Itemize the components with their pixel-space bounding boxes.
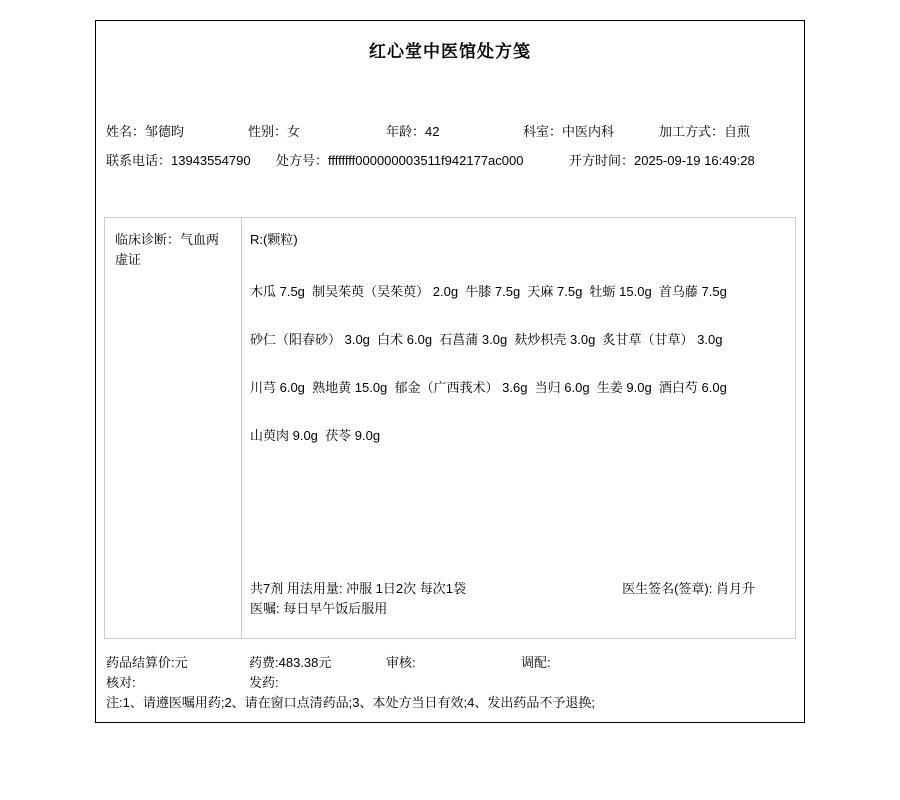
doctor-advice-label: 医嘱:: [250, 601, 284, 616]
herb-list: [250, 266, 787, 458]
doctor-advice-value: 每日早午饭后服用: [283, 601, 388, 616]
prescription-number-value: ffffffff000000003511f942177ac000: [328, 152, 524, 168]
patient-info-row-2: [106, 148, 794, 170]
patient-name: [106, 121, 248, 140]
settlement-price-label: 药品结算价:: [106, 654, 175, 670]
prescription-body-box: [104, 217, 796, 639]
footer-row-1: [106, 651, 794, 671]
prescription-number: [276, 150, 569, 169]
patient-gender-value: 女: [287, 123, 301, 139]
department-value: 中医内科: [562, 123, 615, 139]
herb-line: 木瓜 7.5g 制吴茱萸（吴茱萸） 2.0g 牛膝 7.5g 天麻 7.5g 牡蛎 15.0g 首乌藤 7.5g: [250, 283, 727, 299]
settlement-price: [106, 652, 249, 671]
prescription-number-label: 处方号：: [276, 152, 329, 168]
department: [523, 121, 659, 140]
contact-phone: [106, 150, 276, 169]
rx-content: [242, 218, 795, 638]
prescription-sheet: [95, 20, 805, 723]
medicine-fee-value: 483.38元: [278, 654, 332, 670]
processing-method-value: 自煎: [724, 123, 751, 139]
clinical-diagnosis: [105, 218, 242, 638]
usage-summary: 共7剂 用法用量: 冲服 1日2次 每次1袋: [250, 581, 466, 596]
processing-method: [659, 121, 794, 140]
medicine-fee: [249, 652, 386, 671]
issue-time-value: 2025-09-19 16:49:28: [634, 152, 755, 168]
processing-method-label: 加工方式：: [659, 123, 725, 139]
rx-header: R:(颗粒): [250, 232, 298, 247]
footer-note: 注:1、请遵医嘱用药;2、请在窗口点清药品;3、本处方当日有效;4、发出药品不予退换;: [106, 694, 595, 710]
doctor-advice: [250, 600, 787, 618]
issue-time-label: 开方时间：: [569, 152, 635, 168]
patient-gender-label: 性别：: [248, 123, 288, 139]
check-label: 核对:: [106, 674, 136, 690]
doctor-signature-label: 医生签名(签章):: [622, 581, 716, 596]
doctor-signature: [622, 580, 755, 598]
patient-age-value: 42: [425, 123, 440, 139]
patient-info-row-1: [106, 119, 794, 141]
contact-phone-value: 13943554790: [171, 152, 251, 168]
patient-name-label: 姓名：: [106, 123, 146, 139]
footer-row-2: [106, 671, 794, 691]
herb-line: 川芎 6.0g 熟地黄 15.0g 郁金（广西莪术） 3.6g 当归 6.0g 生姜 9.0g 酒白芍 6.0g: [250, 379, 727, 395]
patient-name-value: 邹德昀: [145, 123, 185, 139]
patient-age: [386, 121, 523, 140]
department-label: 科室：: [523, 123, 563, 139]
usage-row: [250, 580, 787, 598]
patient-gender: [248, 121, 386, 140]
clinical-diagnosis-value: 气血两虚证: [115, 232, 220, 267]
doctor-signature-value: 肖月升: [715, 581, 755, 596]
settlement-price-value: 元: [174, 654, 188, 670]
herb-line: 砂仁（阳春砂） 3.0g 白术 6.0g 石菖蒲 3.0g 麸炒枳壳 3.0g 炙甘草（甘草） 3.0g: [250, 331, 723, 347]
review-label: 审核:: [386, 654, 416, 670]
dispense-field: [249, 672, 386, 691]
contact-phone-label: 联系电话：: [106, 152, 172, 168]
compound-field: [521, 652, 794, 671]
check-field: [106, 672, 249, 691]
herb-line: 山萸肉 9.0g 茯苓 9.0g: [250, 427, 381, 443]
patient-age-label: 年龄：: [386, 123, 426, 139]
medicine-fee-label: 药费:: [249, 654, 279, 670]
page-title: 红心堂中医馆处方笺: [369, 42, 531, 61]
review-field: [386, 652, 521, 671]
compound-label: 调配:: [521, 654, 551, 670]
dispense-label: 发药:: [249, 674, 279, 690]
clinical-diagnosis-label: 临床诊断：: [115, 232, 181, 247]
issue-time: [569, 150, 794, 169]
usage-block: [250, 580, 787, 618]
